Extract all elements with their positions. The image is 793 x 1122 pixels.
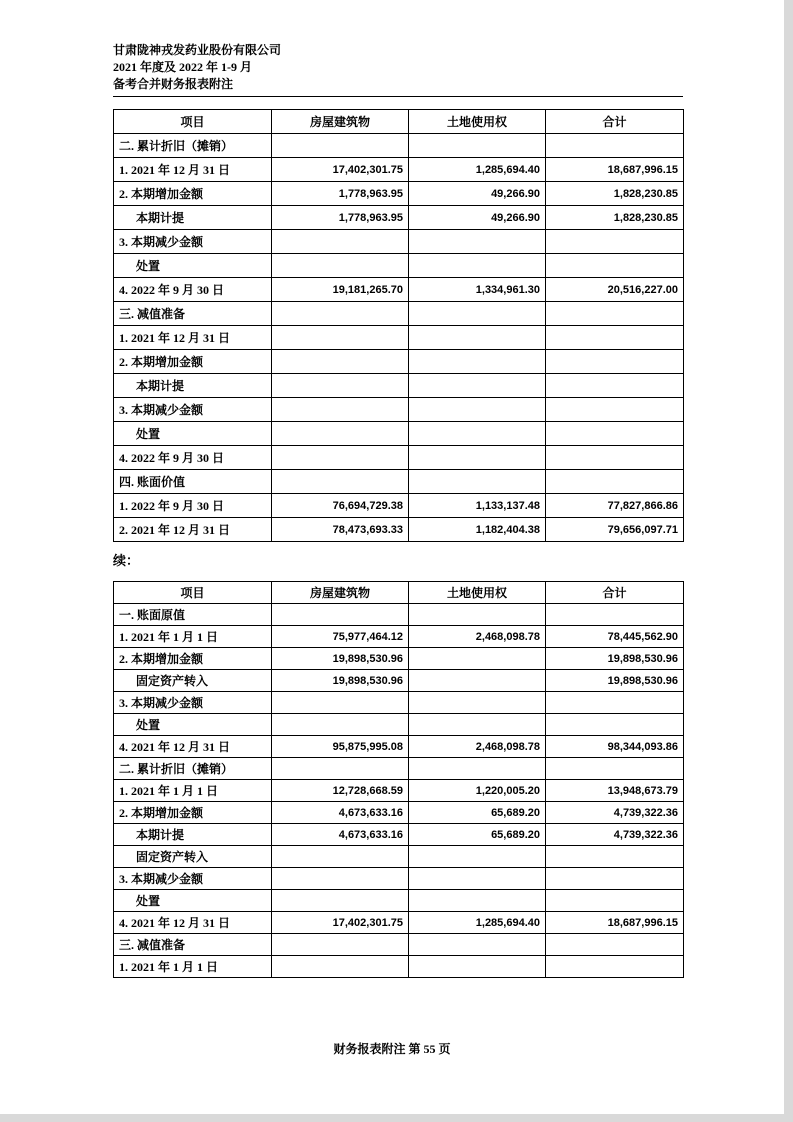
value-cell: [546, 302, 684, 326]
value-cell: [409, 648, 546, 670]
table-row: [114, 422, 684, 446]
value-cell: 17,402,301.75: [272, 912, 409, 934]
value-cell: [272, 230, 409, 254]
value-cell: 2,468,098.78: [409, 626, 546, 648]
value-cell: 79,656,097.71: [546, 518, 684, 542]
value-cell: [409, 134, 546, 158]
value-cell: [409, 350, 546, 374]
row-label: 处置: [114, 254, 272, 278]
table-row: [114, 736, 684, 758]
value-cell: [546, 134, 684, 158]
value-cell: [272, 692, 409, 714]
value-cell: [409, 326, 546, 350]
value-cell: 18,687,996.15: [546, 158, 684, 182]
table-header-row: [114, 582, 684, 604]
row-label: 一. 账面原值: [114, 604, 272, 626]
row-label: 本期计提: [114, 206, 272, 230]
value-cell: [409, 714, 546, 736]
row-label: 3. 本期减少金额: [114, 868, 272, 890]
value-cell: 65,689.20: [409, 802, 546, 824]
value-cell: [272, 868, 409, 890]
column-header: 土地使用权: [409, 110, 546, 134]
value-cell: 65,689.20: [409, 824, 546, 846]
row-label: 2. 2021 年 12 月 31 日: [114, 518, 272, 542]
value-cell: 4,739,322.36: [546, 824, 684, 846]
value-cell: 19,898,530.96: [546, 648, 684, 670]
value-cell: 13,948,673.79: [546, 780, 684, 802]
value-cell: [409, 470, 546, 494]
value-cell: [409, 956, 546, 978]
table-row: [114, 890, 684, 912]
table-header-row: [114, 110, 684, 134]
table-row: [114, 626, 684, 648]
value-cell: 78,473,693.33: [272, 518, 409, 542]
table-row: [114, 604, 684, 626]
continued-table: [113, 581, 684, 978]
table-row: [114, 934, 684, 956]
table-row: [114, 846, 684, 868]
value-cell: [409, 604, 546, 626]
table-row: [114, 714, 684, 736]
row-label: 四. 账面价值: [114, 470, 272, 494]
table-row: [114, 134, 684, 158]
table-row: [114, 350, 684, 374]
value-cell: 1,285,694.40: [409, 912, 546, 934]
row-label: 二. 累计折旧（摊销）: [114, 758, 272, 780]
row-label: 4. 2021 年 12 月 31 日: [114, 736, 272, 758]
row-label: 3. 本期减少金额: [114, 692, 272, 714]
value-cell: [409, 868, 546, 890]
value-cell: [546, 758, 684, 780]
value-cell: [546, 374, 684, 398]
value-cell: [409, 398, 546, 422]
value-cell: [409, 422, 546, 446]
value-cell: [546, 868, 684, 890]
row-label: 4. 2022 年 9 月 30 日: [114, 446, 272, 470]
value-cell: 4,739,322.36: [546, 802, 684, 824]
value-cell: [272, 422, 409, 446]
row-label: 1. 2021 年 1 月 1 日: [114, 956, 272, 978]
column-header: 项目: [114, 582, 272, 604]
value-cell: [272, 326, 409, 350]
table-row: [114, 446, 684, 470]
value-cell: [409, 230, 546, 254]
value-cell: 95,875,995.08: [272, 736, 409, 758]
document-page: [113, 42, 683, 978]
report-period: 2021 年度及 2022 年 1-9 月: [113, 60, 252, 74]
value-cell: [272, 846, 409, 868]
value-cell: 98,344,093.86: [546, 736, 684, 758]
column-header: 房屋建筑物: [272, 110, 409, 134]
table-row: [114, 470, 684, 494]
value-cell: 19,898,530.96: [272, 648, 409, 670]
table-row: [114, 670, 684, 692]
page-footer: 财务报表附注 第 55 页: [333, 1042, 451, 1056]
row-label: 处置: [114, 714, 272, 736]
table-row: [114, 278, 684, 302]
row-label: 固定资产转入: [114, 846, 272, 868]
value-cell: [272, 934, 409, 956]
value-cell: 1,182,404.38: [409, 518, 546, 542]
table-row: [114, 912, 684, 934]
value-cell: 19,181,265.70: [272, 278, 409, 302]
table-row: [114, 518, 684, 542]
value-cell: [546, 350, 684, 374]
table-row: [114, 802, 684, 824]
value-cell: 49,266.90: [409, 182, 546, 206]
value-cell: 19,898,530.96: [272, 670, 409, 692]
row-label: 1. 2021 年 1 月 1 日: [114, 626, 272, 648]
row-label: 3. 本期减少金额: [114, 398, 272, 422]
table-row: [114, 648, 684, 670]
value-cell: [409, 692, 546, 714]
value-cell: [272, 956, 409, 978]
value-cell: [546, 446, 684, 470]
value-cell: 4,673,633.16: [272, 824, 409, 846]
value-cell: 76,694,729.38: [272, 494, 409, 518]
row-label: 处置: [114, 422, 272, 446]
table-row: [114, 758, 684, 780]
value-cell: [546, 890, 684, 912]
value-cell: [409, 934, 546, 956]
value-cell: 1,778,963.95: [272, 182, 409, 206]
value-cell: 12,728,668.59: [272, 780, 409, 802]
value-cell: 78,445,562.90: [546, 626, 684, 648]
column-header: 房屋建筑物: [272, 582, 409, 604]
table-row: [114, 692, 684, 714]
column-header: 项目: [114, 110, 272, 134]
continued-label: 续：: [113, 553, 140, 568]
column-header: 合计: [546, 110, 684, 134]
scan-edge-bottom: [0, 1114, 793, 1122]
column-header: 土地使用权: [409, 582, 546, 604]
table-row: [114, 182, 684, 206]
value-cell: [272, 890, 409, 912]
value-cell: [272, 350, 409, 374]
table-row: [114, 230, 684, 254]
value-cell: [272, 134, 409, 158]
value-cell: [546, 470, 684, 494]
column-header: 合计: [546, 582, 684, 604]
table-row: [114, 254, 684, 278]
row-label: 2. 本期增加金额: [114, 182, 272, 206]
row-label: 4. 2022 年 9 月 30 日: [114, 278, 272, 302]
value-cell: [546, 326, 684, 350]
value-cell: [409, 374, 546, 398]
row-label: 处置: [114, 890, 272, 912]
value-cell: [272, 302, 409, 326]
value-cell: [272, 758, 409, 780]
value-cell: [272, 446, 409, 470]
value-cell: 75,977,464.12: [272, 626, 409, 648]
row-label: 2. 本期增加金额: [114, 648, 272, 670]
value-cell: [272, 714, 409, 736]
table-row: [114, 956, 684, 978]
value-cell: [409, 890, 546, 912]
value-cell: 1,334,961.30: [409, 278, 546, 302]
value-cell: 17,402,301.75: [272, 158, 409, 182]
value-cell: [272, 604, 409, 626]
value-cell: 2,468,098.78: [409, 736, 546, 758]
row-label: 4. 2021 年 12 月 31 日: [114, 912, 272, 934]
row-label: 3. 本期减少金额: [114, 230, 272, 254]
value-cell: [409, 670, 546, 692]
value-cell: 20,516,227.00: [546, 278, 684, 302]
value-cell: [546, 956, 684, 978]
value-cell: [546, 604, 684, 626]
value-cell: [409, 254, 546, 278]
value-cell: [546, 230, 684, 254]
row-label: 三. 减值准备: [114, 302, 272, 326]
table-row: [114, 206, 684, 230]
value-cell: [546, 846, 684, 868]
value-cell: [546, 934, 684, 956]
table-row: [114, 374, 684, 398]
value-cell: [546, 692, 684, 714]
row-label: 1. 2021 年 1 月 1 日: [114, 780, 272, 802]
document-header: [113, 42, 683, 97]
value-cell: [409, 846, 546, 868]
value-cell: 1,828,230.85: [546, 182, 684, 206]
value-cell: [272, 254, 409, 278]
table-row: [114, 326, 684, 350]
value-cell: 1,778,963.95: [272, 206, 409, 230]
value-cell: [546, 398, 684, 422]
row-label: 固定资产转入: [114, 670, 272, 692]
value-cell: 19,898,530.96: [546, 670, 684, 692]
value-cell: [546, 254, 684, 278]
table-row: [114, 868, 684, 890]
table-row: [114, 302, 684, 326]
value-cell: [546, 422, 684, 446]
value-cell: [409, 758, 546, 780]
row-label: 三. 减值准备: [114, 934, 272, 956]
value-cell: [546, 714, 684, 736]
value-cell: [272, 374, 409, 398]
row-label: 本期计提: [114, 824, 272, 846]
document-title: 备考合并财务报表附注: [113, 77, 234, 91]
scan-edge-right: [784, 0, 793, 1122]
table-row: [114, 494, 684, 518]
row-label: 1. 2022 年 9 月 30 日: [114, 494, 272, 518]
table-row: [114, 398, 684, 422]
value-cell: 49,266.90: [409, 206, 546, 230]
depreciation-table: [113, 109, 684, 542]
value-cell: [409, 302, 546, 326]
row-label: 1. 2021 年 12 月 31 日: [114, 326, 272, 350]
row-label: 2. 本期增加金额: [114, 350, 272, 374]
company-name: 甘肃陇神戎发药业股份有限公司: [113, 43, 282, 57]
value-cell: 1,220,005.20: [409, 780, 546, 802]
table-row: [114, 780, 684, 802]
value-cell: 77,827,866.86: [546, 494, 684, 518]
row-label: 二. 累计折旧（摊销）: [114, 134, 272, 158]
value-cell: 1,285,694.40: [409, 158, 546, 182]
row-label: 1. 2021 年 12 月 31 日: [114, 158, 272, 182]
table-row: [114, 158, 684, 182]
value-cell: 4,673,633.16: [272, 802, 409, 824]
row-label: 本期计提: [114, 374, 272, 398]
value-cell: [272, 398, 409, 422]
value-cell: [272, 470, 409, 494]
value-cell: [409, 446, 546, 470]
value-cell: 1,133,137.48: [409, 494, 546, 518]
value-cell: 18,687,996.15: [546, 912, 684, 934]
row-label: 2. 本期增加金额: [114, 802, 272, 824]
value-cell: 1,828,230.85: [546, 206, 684, 230]
table-row: [114, 824, 684, 846]
